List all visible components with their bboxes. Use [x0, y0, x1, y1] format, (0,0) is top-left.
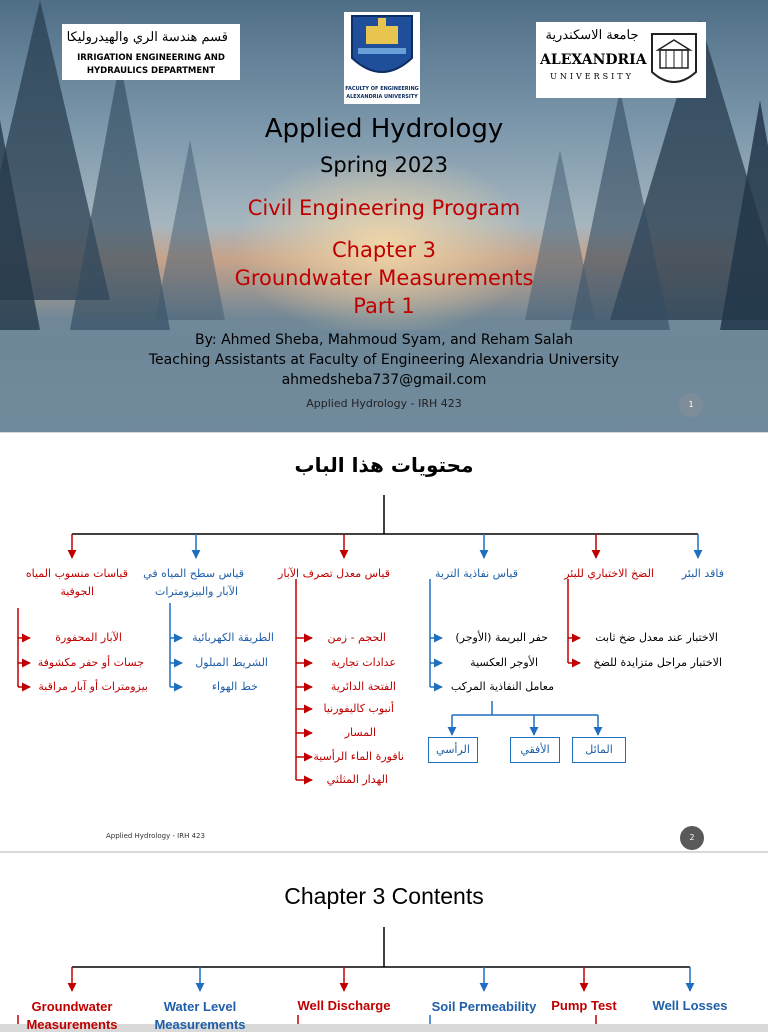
faculty-crest-icon	[344, 12, 420, 88]
heading-well-losses: Well Losses	[652, 998, 728, 1013]
list-item: الشريط المبلول	[195, 656, 268, 669]
list-item: الطريقة الكهربائية	[192, 631, 274, 644]
university-logo-arabic: جامعة الاسكندرية	[545, 28, 639, 43]
permeability-box-inclined: المائل	[572, 737, 626, 763]
university-logo	[536, 22, 706, 98]
list-item: نافورة الماء الرأسية	[313, 750, 404, 763]
slide-footer: Applied Hydrology - IRH 423	[106, 832, 205, 840]
heading-groundwater: Groundwater	[31, 999, 113, 1014]
faculty-logo	[344, 12, 420, 104]
term: Spring 2023	[320, 153, 448, 177]
heading-water-surface-2: الآبار والبيزومترات	[155, 585, 238, 598]
list-item: أنبوب كاليفورنيا	[323, 702, 394, 715]
department-logo-line2: HYDRAULICS DEPARTMENT	[86, 66, 216, 76]
list-item: الهدار المثلثي	[326, 773, 388, 786]
authors: By: Ahmed Sheba, Mahmoud Syam, and Reham Salah	[195, 332, 573, 348]
heading-pump-test: الضخ الاختباري للبئر	[564, 567, 654, 580]
slide-title: محتويات هذا الباب	[294, 453, 474, 477]
slide-title: Chapter 3 Contents	[284, 883, 484, 909]
page-number: 1	[679, 393, 703, 417]
list-item: الاختبار عند معدل ضخ ثابت	[595, 631, 718, 644]
department-logo-arabic: قسم هندسة الري والهيدروليكا	[66, 30, 228, 45]
page-number: 2	[680, 826, 704, 850]
heading-water-surface: قياس سطح المياه في	[143, 567, 244, 580]
email: ahmedsheba737@gmail.com	[281, 372, 487, 388]
chapter-number: Chapter 3	[332, 238, 436, 262]
heading-pump-test: Pump Test	[551, 998, 617, 1013]
slide-footer: Applied Hydrology - IRH 423	[306, 397, 462, 410]
program-name: Civil Engineering Program	[247, 196, 521, 220]
title-slide	[0, 0, 768, 432]
list-item: حفر البريمة (الأوجر)	[455, 631, 548, 644]
list-item: الفتحة الدائرية	[330, 680, 396, 693]
heading-water-level-2: Measurements	[154, 1017, 246, 1032]
contents-slide-arabic	[0, 433, 768, 851]
part-label: Part 1	[353, 294, 415, 318]
list-item: الحجم - زمن	[327, 631, 386, 644]
faculty-logo-line1: FACULTY OF ENGINEERING	[345, 86, 419, 92]
heading-water-level: Water Level	[163, 999, 237, 1014]
heading-gw-level-2: الجوفية	[60, 585, 94, 598]
list-item: معامل النفاذية المركب	[450, 680, 554, 693]
chapter-title: Groundwater Measurements	[234, 266, 534, 290]
list-item: الآبار المحفورة	[55, 631, 122, 644]
list-item: الاختبار مراحل متزايدة للضخ	[593, 656, 722, 669]
university-emblem-icon	[646, 28, 702, 92]
course-title: Applied Hydrology	[264, 114, 504, 144]
contents-slide-english	[0, 853, 768, 1032]
list-item: المسار	[344, 726, 376, 739]
heading-gw-level: قياسات منسوب المياه	[25, 567, 128, 580]
department-logo	[62, 24, 240, 80]
heading-soil-permeability: Soil Permeability	[431, 999, 537, 1014]
university-logo-name: ALEXANDRIA	[540, 52, 647, 68]
list-item: جسات أو حفر مكشوفة	[37, 656, 144, 669]
affiliation: Teaching Assistants at Faculty of Engineering Alexandria University	[148, 352, 620, 368]
heading-well-discharge: قياس معدل تصرف الآبار	[278, 567, 390, 580]
heading-well-discharge: Well Discharge	[297, 998, 391, 1013]
heading-groundwater-2: Measurements	[26, 1017, 118, 1032]
list-item: بيزومترات أو آبار مراقبة	[38, 680, 148, 693]
heading-well-losses: فاقد البئر	[681, 567, 724, 580]
permeability-box-vertical: الرأسي	[428, 737, 478, 763]
faculty-logo-line2: ALEXANDRIA UNIVERSITY	[346, 94, 418, 100]
list-item: عدادات تجارية	[331, 656, 396, 669]
list-item: الأوجر العكسية	[470, 656, 538, 669]
heading-soil-permeability: قياس نفاذية التربة	[435, 567, 518, 580]
permeability-box-horizontal: الأفقي	[510, 737, 560, 763]
list-item: خط الهواء	[211, 680, 258, 693]
department-logo-line1: IRRIGATION ENGINEERING AND	[77, 53, 225, 63]
university-logo-sub: UNIVERSITY	[550, 72, 634, 81]
